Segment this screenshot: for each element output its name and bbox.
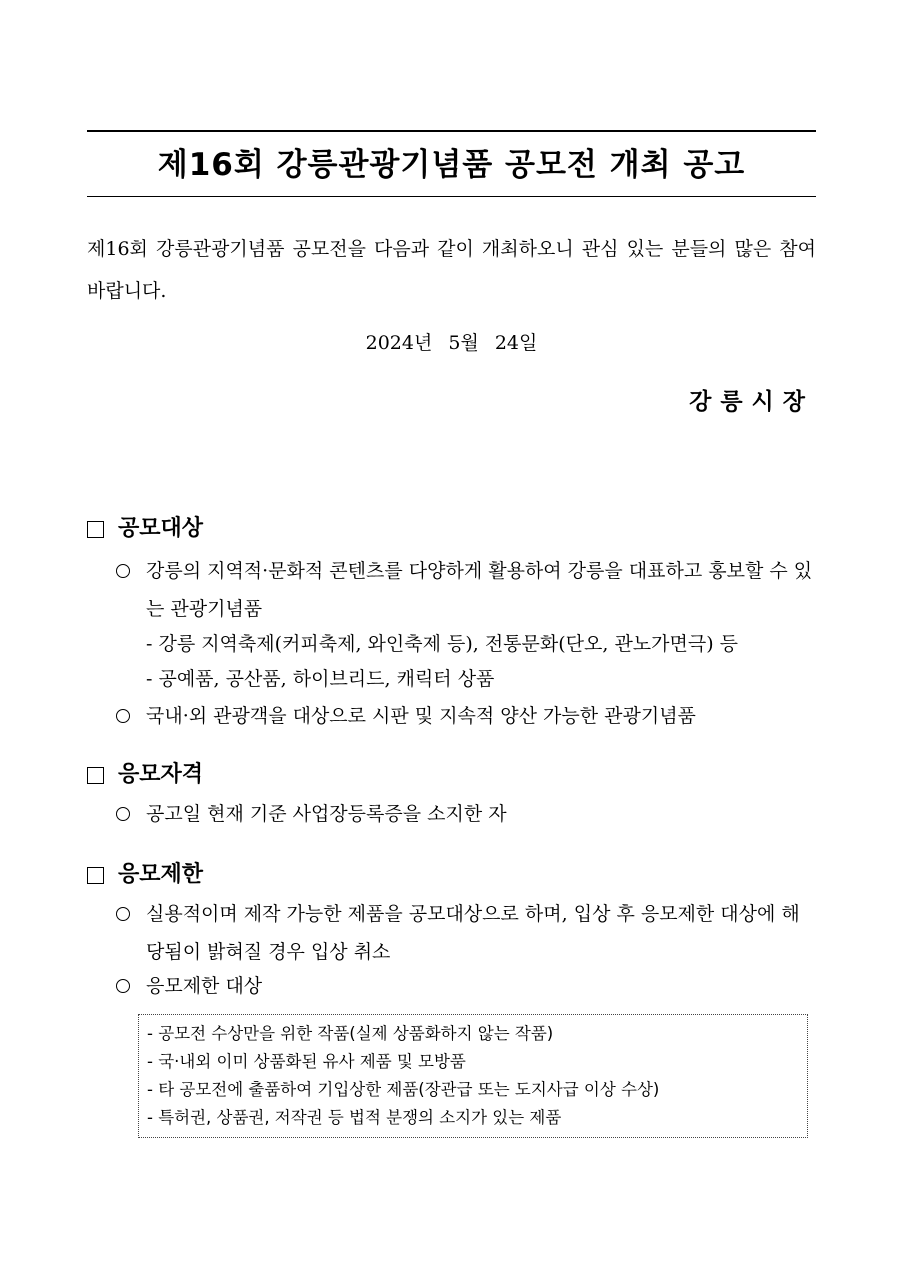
section-heading-eligibility	[87, 760, 203, 790]
list-item-text: 공고일 현재 기준 사업장등록증을 소지한 자	[146, 803, 507, 825]
list-item	[116, 697, 818, 735]
page-title: 제16회 강릉관광기념품 공모전 개최 공고	[157, 147, 746, 183]
announcement-date: 2024년 5월 24일	[365, 332, 538, 354]
intro-paragraph: 제16회 강릉관광기념품 공모전을 다음과 같이 개최하오니 관심 있는 분들의 많은 참여 바랍니다.	[87, 238, 816, 302]
section-heading-label: 응모자격	[118, 762, 204, 787]
restriction-line: - 타 공모전에 출품하여 기입상한 제품(장관급 또는 도지사급 이상 수상)	[147, 1080, 660, 1099]
circle-bullet-icon	[116, 979, 130, 993]
circle-bullet-icon	[116, 564, 130, 578]
list-item-text: 실용적이며 제작 가능한 제품을 공모대상으로 하며, 입상 후 응모제한 대상에 해당됨이 밝혀질 경우 입상 취소	[146, 903, 800, 963]
section-heading-restrictions	[87, 860, 203, 890]
list-item-text: 국내·외 관광객을 대상으로 시판 및 지속적 양산 가능한 관광기념품	[146, 705, 696, 727]
title-top-rule	[87, 130, 816, 132]
list-item	[116, 552, 818, 628]
title-bottom-rule	[87, 196, 816, 197]
sub-item: - 강릉 지역축제(커피축제, 와인축제 등), 전통문화(단오, 관노가면극) 등	[146, 633, 739, 655]
circle-bullet-icon	[116, 907, 130, 921]
circle-bullet-icon	[116, 807, 130, 821]
list-item	[116, 795, 818, 833]
signer-name: 강릉시장	[689, 388, 814, 415]
restriction-line: - 공모전 수상만을 위한 작품(실제 상품화하지 않는 작품)	[147, 1024, 554, 1043]
restriction-line: - 국·내외 이미 상품화된 유사 제품 및 모방품	[147, 1052, 466, 1071]
list-item	[116, 895, 818, 971]
section-heading-label: 공모대상	[118, 516, 204, 541]
restriction-line: - 특허권, 상품권, 저작권 등 법적 분쟁의 소지가 있는 제품	[147, 1108, 562, 1127]
list-item-text: 응모제한 대상	[146, 975, 263, 997]
square-bullet-icon	[87, 767, 104, 784]
list-item	[116, 967, 818, 1005]
restrictions-box	[138, 1014, 808, 1138]
section-heading-target	[87, 514, 203, 544]
sub-item: - 공예품, 공산품, 하이브리드, 캐릭터 상품	[146, 668, 495, 690]
list-item-text: 강릉의 지역적·문화적 콘텐츠를 다양하게 활용하여 강릉을 대표하고 홍보할 수 있는 관광기념품	[146, 560, 813, 620]
square-bullet-icon	[87, 867, 104, 884]
square-bullet-icon	[87, 521, 104, 538]
section-heading-label: 응모제한	[118, 862, 204, 887]
circle-bullet-icon	[116, 709, 130, 723]
